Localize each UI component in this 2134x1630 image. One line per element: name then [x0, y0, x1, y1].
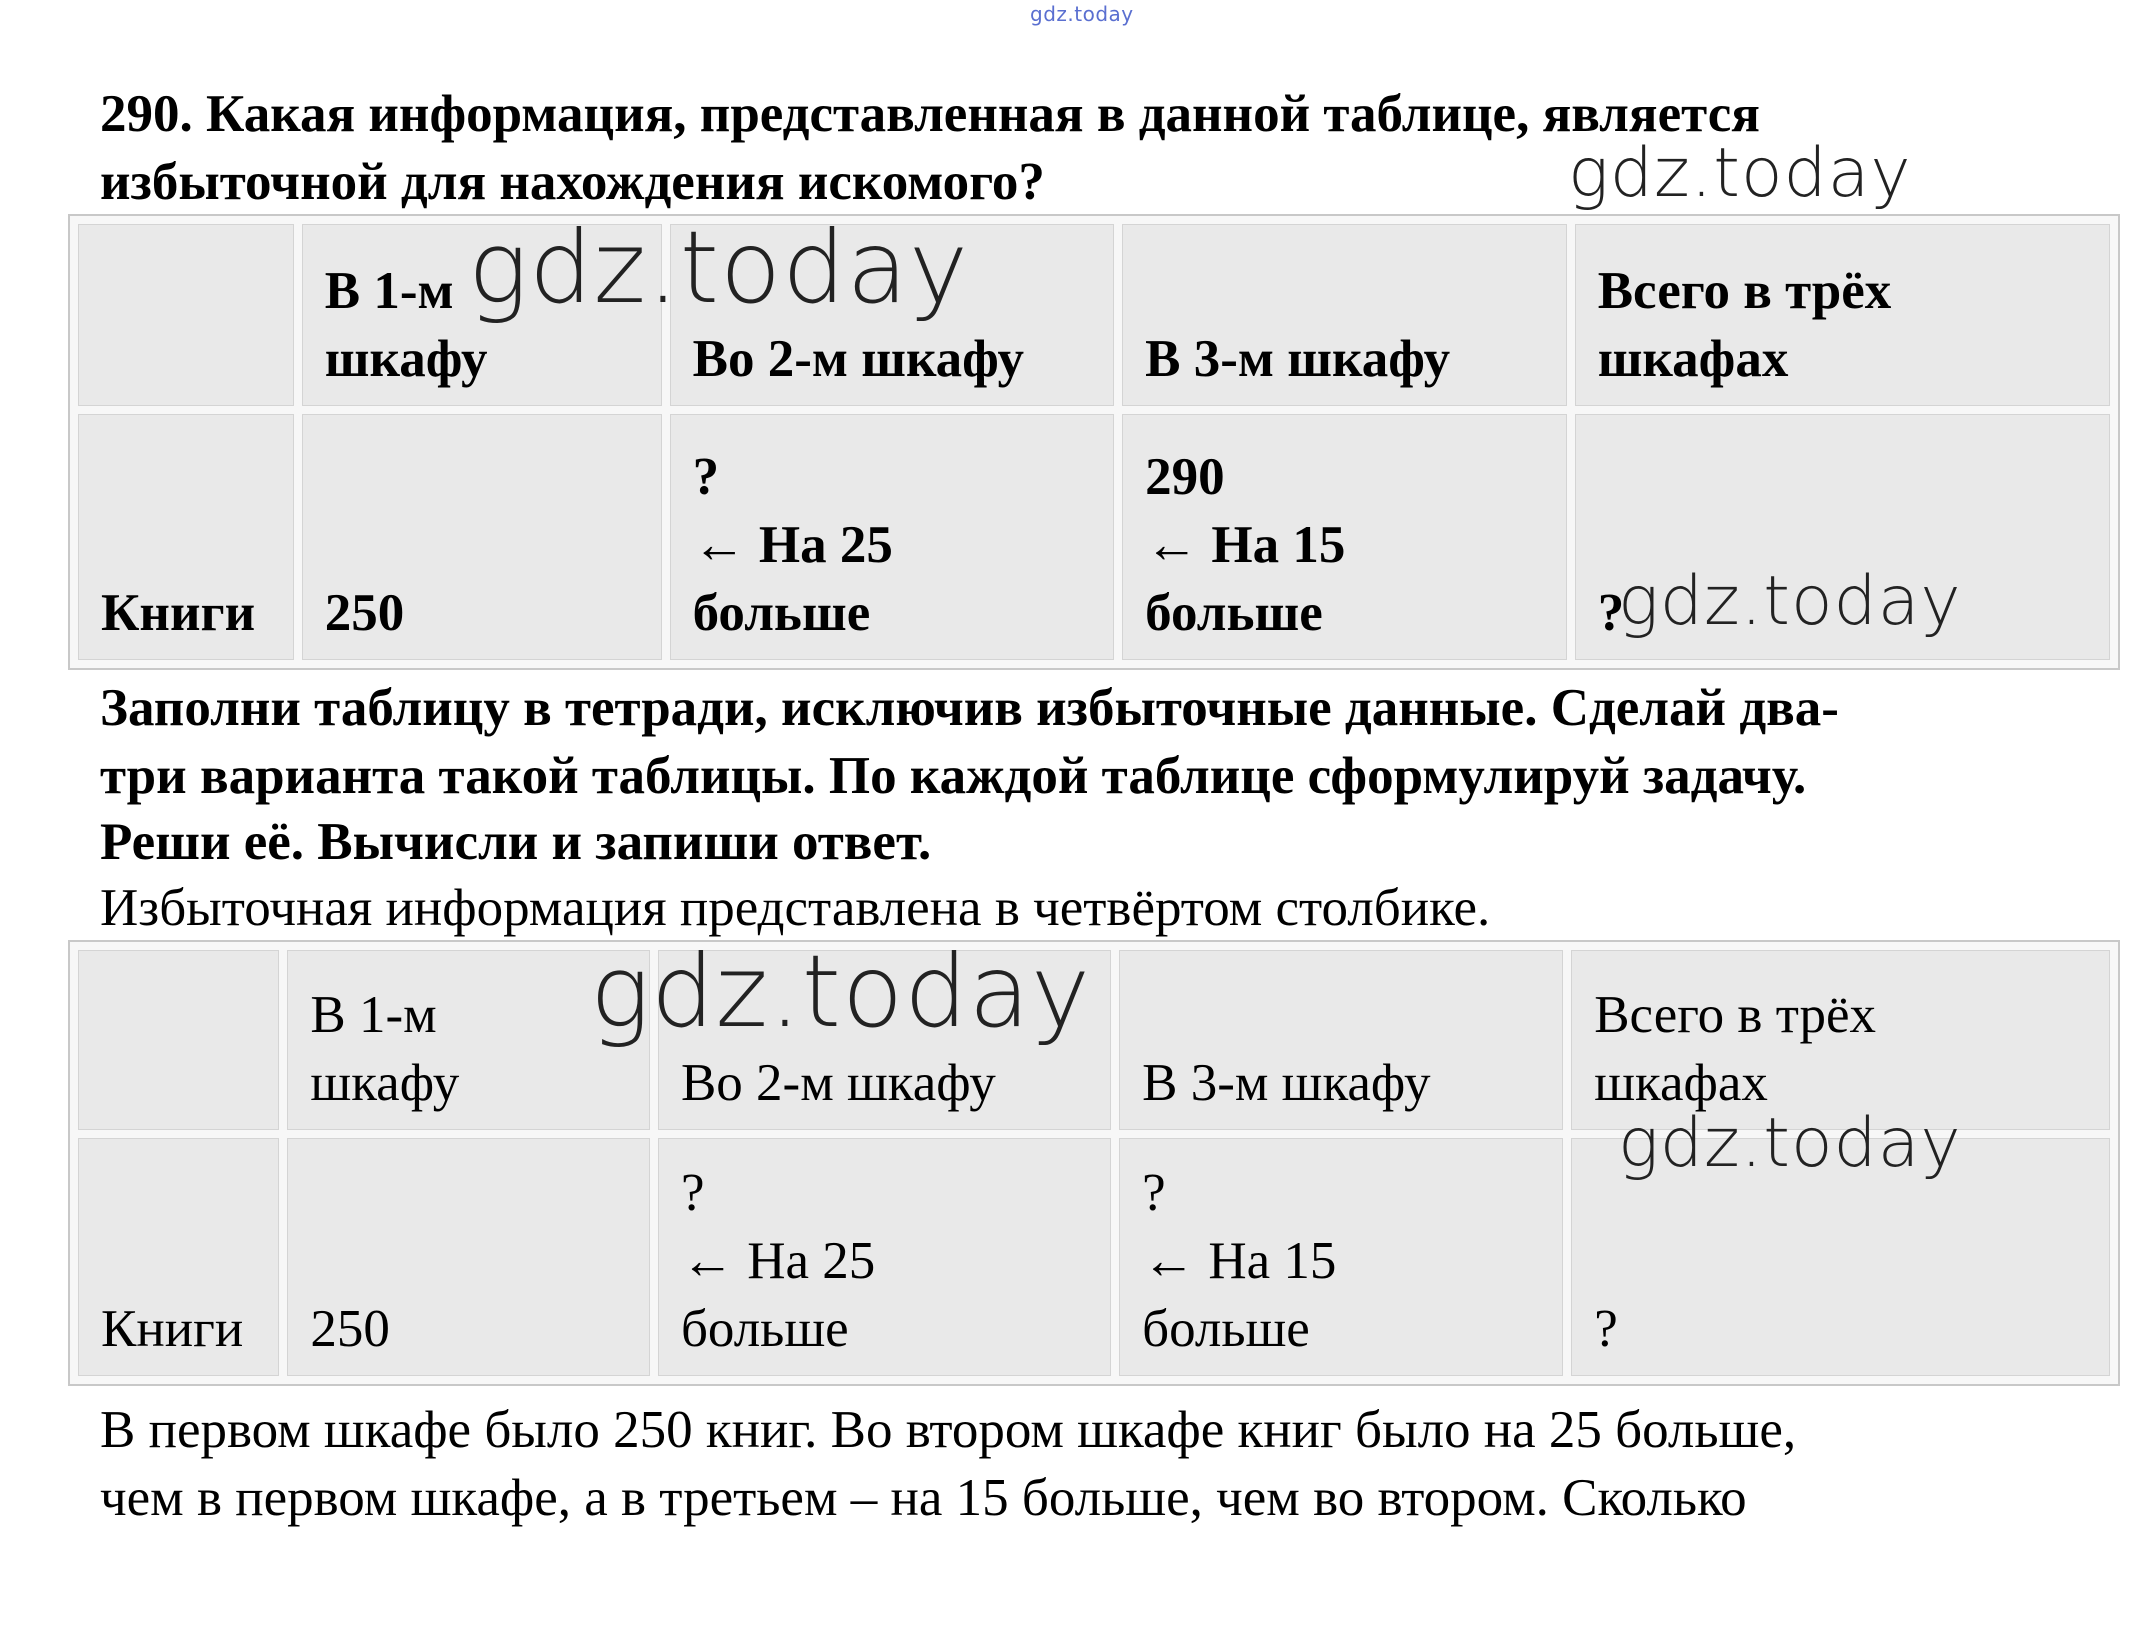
header-cell-cabinet-2: Во 2-м шкафу: [670, 224, 1115, 406]
header-cell-total: Всего в трёх шкафах: [1575, 224, 2110, 406]
header-cell-cabinet-1: В 1-м шкафу: [302, 224, 662, 406]
answer-statement: Избыточная информация представлена в четвёртом столбике.: [100, 879, 1491, 937]
cell-cabinet-3-value: ? ← На 15 больше: [1119, 1138, 1563, 1376]
top-watermark: gdz.today: [1030, 2, 1134, 26]
instruction-line-1: Заполни таблицу в тетради, исключив избыточные данные. Сделай два-: [100, 679, 1839, 737]
cell-total-value: ?: [1575, 414, 2110, 660]
cell-cabinet-1-value: 250: [302, 414, 662, 660]
watermark-logo: gdz.today: [468, 209, 970, 326]
problem-line-1: В первом шкафе было 250 книг. Во втором шкафе книг было на 25 больше,: [100, 1401, 1797, 1459]
cell-cabinet-3-value: 290 ← На 15 больше: [1122, 414, 1567, 660]
header-cell-total: Всего в трёх шкафах: [1571, 950, 2110, 1130]
cell-cabinet-2-value: ? ← На 25 больше: [658, 1138, 1111, 1376]
watermark-logo: gdz.today: [1618, 562, 1962, 641]
instruction-line-3: Реши её. Вычисли и запиши ответ.: [100, 813, 932, 871]
cell-total-value: ?: [1571, 1138, 2110, 1376]
header-cell-empty: [78, 224, 294, 406]
question-line-1: 290. Какая информация, представленная в данной таблице, является: [100, 85, 1760, 143]
cell-cabinet-2-value: ? ← На 25 больше: [670, 414, 1115, 660]
watermark-logo: gdz.today: [1618, 1104, 1962, 1183]
row-label: Книги: [78, 1138, 279, 1376]
table-header-row: [78, 950, 2110, 1130]
problem-line-2: чем в первом шкафе, а в третьем – на 15 больше, чем во втором. Сколько: [100, 1469, 1747, 1527]
question-line-2: избыточной для нахождения искомого?: [100, 153, 1045, 211]
header-cell-cabinet-2: Во 2-м шкафу: [658, 950, 1111, 1130]
cell-cabinet-1-value: 250: [287, 1138, 650, 1376]
table-header-row: [78, 224, 2110, 406]
instruction-line-2: три варианта такой таблицы. По каждой таблице сформулируй задачу.: [100, 747, 1807, 805]
header-cell-cabinet-3: В 3-м шкафу: [1119, 950, 1563, 1130]
watermark-logo: gdz.today: [590, 933, 1092, 1050]
header-cell-cabinet-1: В 1-м шкафу: [287, 950, 650, 1130]
header-cell-cabinet-3: В 3-м шкафу: [1122, 224, 1567, 406]
row-label: Книги: [78, 414, 294, 660]
watermark-logo: gdz.today: [1568, 134, 1912, 213]
header-cell-empty: [78, 950, 279, 1130]
